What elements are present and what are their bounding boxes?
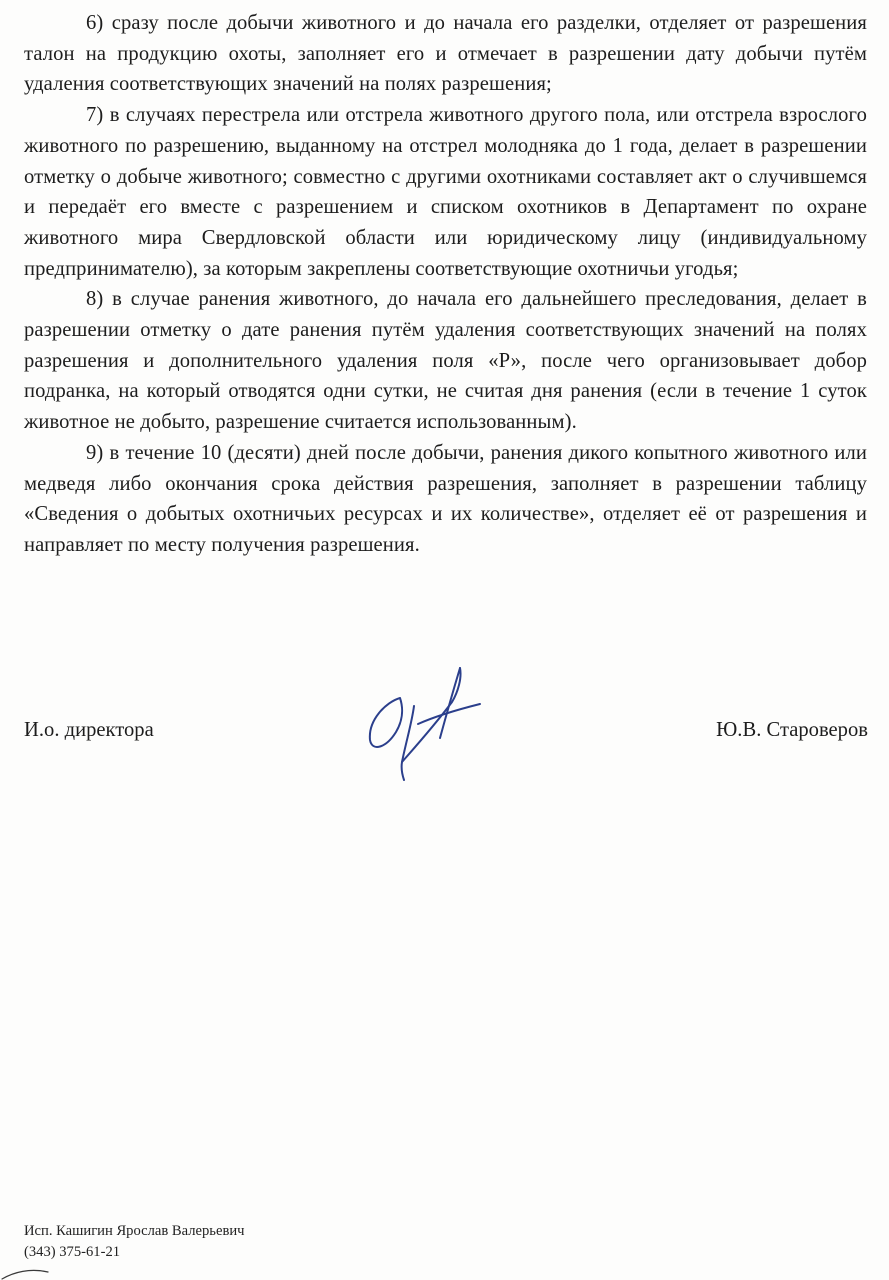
handwritten-signature [356, 662, 486, 784]
executor-phone: (343) 375-61-21 [24, 1244, 121, 1260]
signer-name: Ю.В. Староверов [716, 719, 868, 741]
executor-name: Исп. Кашигин Ярослав Валерьевич [24, 1223, 245, 1239]
paragraph-item-8: 8) в случае ранения животного, до начала его дальнейшего преследования, делает в разрешении отметку о дате ранения путём удаления соответствующих значений на полях разрешения и дополнительного удаления поля «Р», после чего организовывает добор подранка, на который отводятся одни сутки, не считая дня ранения (если в течение 1 суток животное не добыто, разрешение считается использованным). [24, 288, 867, 434]
executor-info [24, 1221, 244, 1263]
paragraph-item-7: 7) в случаях перестрела или отстрела животного другого пола, или отстрела взрослого животного по разрешению, выданному на отстрел молодняка до 1 года, делает в разрешении отметку о добыче животного; совместно с другими охотниками составляет акт о случившемся и передаёт его вместе с разрешением и списком охотников в Департамент по охране животного мира Свердловской области или юридическому лицу (индивидуальному предпринимателю), за которым закреплены соответствующие охотничьи угодья; [24, 104, 867, 280]
corner-scan-mark [0, 1262, 60, 1280]
position-title: И.о. директора [24, 719, 154, 741]
paragraph-item-6: 6) сразу после добычи животного и до начала его разделки, отделяет от разрешения талон на продукцию охоты, заполняет его и отмечает в разрешении дату добычи путём удаления соответствующих значений на полях разрешения; [24, 12, 867, 96]
paragraph-item-9: 9) в течение 10 (десяти) дней после добычи, ранения дикого копытного животного или медведя либо окончания срока действия разрешения, заполняет в разрешении таблицу «Сведения о добытых охотничьих ресурсах и их количестве», отделяет её от разрешения и направляет по месту получения разрешения. [24, 441, 867, 556]
document-body [24, 8, 867, 561]
